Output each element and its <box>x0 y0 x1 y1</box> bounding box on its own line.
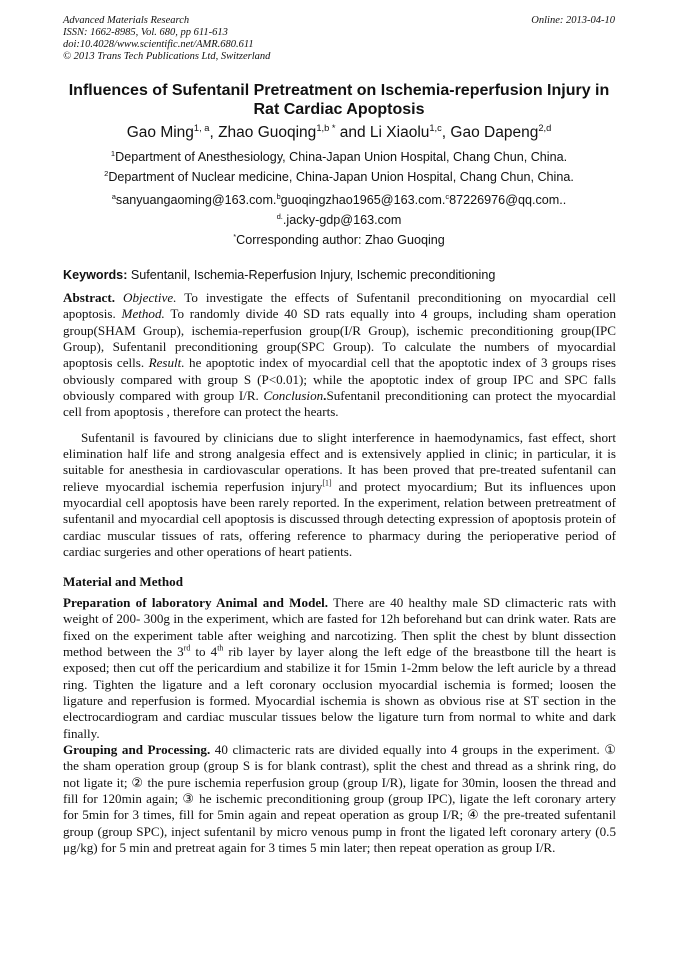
text-run: he ischemic preconditioning group (group IPC), ligate the left coronary artery for 5min for 3 times, fill for 5min again and repeat operation as group I/R; <box>63 790 617 823</box>
text-run: the sham operation group (group S is for blank contrast), split the chest and thread as a shrink ring, do not ligate it; <box>63 758 616 790</box>
text-run: the pre-treated sufentanil group (group SPC), inject sufentanil by micro venous pump in front the ligated left coronary artery (0.5 μg/kg) for 5 min and pretreat again for 3 times 5 min later; then repeat operation as group I/R. <box>63 807 616 855</box>
author <box>370 124 451 141</box>
intro-paragraph <box>63 430 616 561</box>
text-run: . <box>323 388 327 404</box>
corr-text: Corresponding author: Zhao Guoqing <box>236 233 445 247</box>
email[interactable]: guoqingzhao1965@163.com. <box>280 193 446 207</box>
journal-name: Advanced Materials Research <box>63 15 190 26</box>
copyright: © 2013 Trans Tech Publications Ltd, Switzerland <box>63 51 271 62</box>
online-date: Online: 2013-04-10 <box>531 15 615 26</box>
circled-number: ③ <box>182 791 195 807</box>
email[interactable]: .jacky-gdp@163.com <box>282 213 402 227</box>
author <box>218 124 370 141</box>
author <box>450 124 551 141</box>
text-run: Result. <box>148 355 185 371</box>
keywords-text: Sufentanil, Ischemia-Reperfusion Injury, Ischemic preconditioning <box>127 268 496 282</box>
title-line: Rat Cardiac Apoptosis <box>253 100 425 118</box>
email[interactable]: 87226976@qq.com.. <box>449 193 567 207</box>
sep: and <box>335 124 370 141</box>
authors <box>20 124 658 142</box>
text-run: 40 climacteric rats are divided equally into 4 groups in the experiment. <box>210 741 605 757</box>
title-line: Influences of Sufentanil Pretreatment on Ischemia-reperfusion Injury in <box>68 82 610 99</box>
text-run: Material and Method <box>63 573 184 589</box>
author-sup: 2,d <box>538 122 552 133</box>
email-sup: c <box>445 191 450 201</box>
circled-number: ② <box>131 775 144 791</box>
circled-number: ① <box>604 742 617 758</box>
email-sup: b <box>276 191 281 201</box>
sep: , <box>209 124 219 141</box>
aff-sup: 1 <box>110 148 116 158</box>
corr-sup: * <box>233 231 237 241</box>
text-run: To investigate the effects of Sufentanil preconditioning on myocardial cell apoptosis. <box>63 290 616 322</box>
emails <box>20 193 658 207</box>
text-run: Sufentanil is favoured by clinicians due to slight interference in haemodynamics, fast effect, short elimination half life and strong analgesia effect and is extensively applied in clinic; in particular, it is suitable for anesthesia in cardiovascular operations. It has been proved that pre-treated sufentanil can relieve myocardial ischemia reperfusion injury <box>63 429 616 494</box>
author-sup: 1,b * <box>316 122 336 133</box>
text-run: the pure ischemia reperfusion group (group I/R), ligate for 30min, loosen the thread and fill for 120min again; <box>63 774 616 806</box>
author-name: Zhao Guoqing <box>218 124 317 141</box>
text-run: and protect myocardium; But its influences upon myocardial cell apoptosis have been rarely reported. In the experiment, relation between pretreatment of sufentanil and myocardial cell apoptosis is discussed through detecting expression of apoptosis protein of cardiac muscular tissues of rats, offering reference to pharmacy during the perioperative period of cardiac surgeries and other operations of heart patients. <box>63 478 616 560</box>
author-sup: 1,c <box>429 122 442 133</box>
doi: doi:10.4028/www.scientific.net/AMR.680.611 <box>63 39 254 50</box>
journal-header <box>63 15 270 63</box>
keywords <box>63 268 616 283</box>
superscript: rd <box>183 643 191 653</box>
text-run: Preparation of laboratory Animal and Model. <box>63 594 329 610</box>
author <box>127 124 218 141</box>
superscript: [1] <box>322 478 332 488</box>
text-run: Method. <box>121 306 165 322</box>
text-run: Abstract. <box>63 290 124 305</box>
grouping-paragraph <box>63 742 616 856</box>
circled-number: ④ <box>467 808 480 824</box>
preparation-paragraph <box>63 595 616 742</box>
affiliation-2 <box>20 170 658 184</box>
abstract <box>63 290 616 421</box>
sep: , <box>441 124 451 141</box>
issn: ISSN: 1662-8985, Vol. 680, pp 611-613 <box>63 27 228 38</box>
text-run: Sufentanil preconditioning can protect the myocardial cell from apoptosis , therefore can protect the hearts. <box>63 388 616 420</box>
author-name: Gao Ming <box>126 124 194 141</box>
superscript: th <box>217 643 224 653</box>
author-name: Gao Dapeng <box>450 124 539 141</box>
email[interactable]: sanyuangaoming@163.com. <box>115 193 277 207</box>
text-run: There are 40 healthy male SD climacteric rats with weight of 200- 300g in the experiment, which are fasted for 12h beforehand but can drink water. Rats are fixed on the experiment table after weighing and narcotizing. Then split the chest by blunt dissection method between the 3 <box>63 594 616 659</box>
text-run: to 4 <box>190 643 218 659</box>
email-sup: d. <box>276 211 283 221</box>
email-line-2 <box>20 213 658 227</box>
paper-body <box>0 82 678 856</box>
section-heading <box>63 574 616 590</box>
aff-sup: 2 <box>104 168 109 178</box>
keywords-label: Keywords: <box>63 268 128 282</box>
affiliation-1 <box>20 150 658 164</box>
text-run: Grouping and Processing. <box>63 741 211 757</box>
text-run: he apoptotic index of myocardial cell that the apoptotic index of 3 groups rises obviously compared with group S (P<0.01); while the apoptotic index of group IPC and SPC falls obviously compared with group I/R. <box>63 355 617 404</box>
text-run: rib layer by layer along the left edge of the breastbone till the heart is exposed; then cut off the pericardium and stabilize it for 15min 1-2mm below the left auricle by a thread ring. Tighten the ligature and a left coronary occlusion myocardial ischemia is formed; loosen the ligature and reperfusion is formed. Myocardial ischemia is shown as obvious rise at ST section in the electrocardiogram and cardiac muscular tissues below the ligature turn from normal to white and dark finally. <box>63 643 616 741</box>
text-run: To randomly divide 40 SD rats equally into 4 groups, including sham operation group(SHAM Group), ischemia-reperfusion group(I/R Group), ischemic preconditioning group(IPC Group), Sufentanil preconditioning group(SPC Group). To calculate the numbers of myocardial apoptosis cells. <box>63 306 617 371</box>
aff-text: Department of Anesthesiology, China-Japan Union Hospital, Chang Chun, China. <box>115 150 568 164</box>
corresponding-author <box>20 233 658 247</box>
aff-text: Department of Nuclear medicine, China-Japan Union Hospital, Chang Chun, China. <box>108 170 574 184</box>
author-name: Li Xiaolu <box>369 124 430 141</box>
email-sup: a <box>111 191 116 201</box>
author-sup: 1, a <box>193 122 210 133</box>
text-run: Conclusion <box>263 388 324 404</box>
paper-title <box>20 82 658 119</box>
text-run: Objective. <box>123 290 177 305</box>
